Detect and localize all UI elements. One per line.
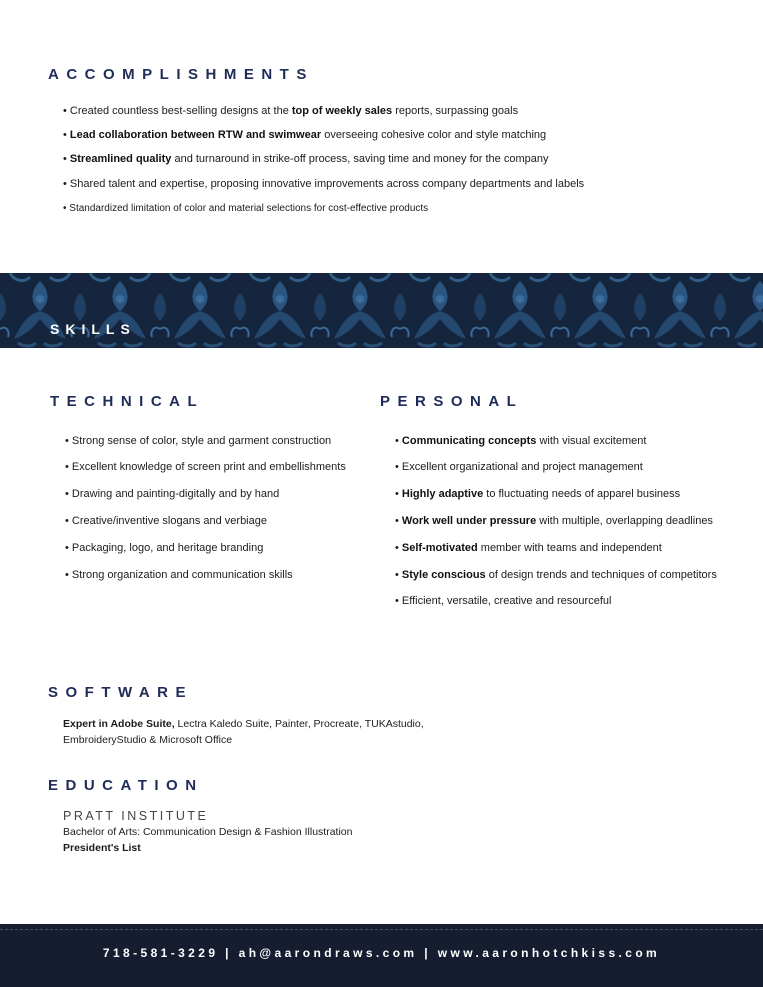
degree: Bachelor of Arts: Communication Design & Fashion Illustration — [63, 826, 353, 838]
list-item: • Created countless best-selling designs at the top of weekly sales reports, surpassing goals — [63, 105, 519, 117]
list-item: • Standardized limitation of color and material selections for cost-effective products — [63, 203, 429, 214]
education-heading: EDUCATION — [48, 777, 204, 794]
technical-heading: TECHNICAL — [50, 393, 205, 410]
accomplishments-heading: ACCOMPLISHMENTS — [48, 66, 314, 83]
footer-divider — [0, 929, 763, 930]
personal-heading: PERSONAL — [380, 393, 524, 410]
list-item: • Creative/inventive slogans and verbiage — [65, 515, 267, 527]
list-item: • Excellent knowledge of screen print and embellishments — [65, 461, 346, 473]
list-item: • Style conscious of design trends and techniques of competitors — [395, 569, 717, 581]
skills-heading: SKILLS — [50, 321, 136, 337]
list-item: • Self-motivated member with teams and independent — [395, 542, 662, 554]
list-item: • Communicating concepts with visual excitement — [395, 435, 647, 447]
list-item: • Efficient, versatile, creative and resourceful — [395, 595, 612, 607]
software-line-1: Expert in Adobe Suite, Lectra Kaledo Suite, Painter, Procreate, TUKAstudio, — [63, 718, 424, 730]
list-item: • Strong sense of color, style and garment construction — [65, 435, 332, 447]
software-text — [63, 716, 424, 748]
software-heading: SOFTWARE — [48, 684, 193, 701]
contact-footer — [0, 924, 763, 987]
school-name: PRATT INSTITUTE — [63, 809, 209, 823]
list-item: • Packaging, logo, and heritage branding — [65, 542, 264, 554]
list-item: • Streamlined quality and turnaround in strike-off process, saving time and money for the company — [63, 153, 549, 165]
contact-info: 718-581-3229 | ah@aarondraws.com | www.aaronhotchkiss.com — [102, 946, 661, 960]
list-item: • Shared talent and expertise, proposing innovative improvements across company departments and labels — [63, 178, 585, 190]
list-item: • Drawing and painting-digitally and by hand — [65, 488, 280, 500]
list-item: • Highly adaptive to fluctuating needs of apparel business — [395, 488, 681, 500]
software-line-2: EmbroideryStudio & Microsoft Office — [63, 734, 233, 746]
list-item: • Work well under pressure with multiple, overlapping deadlines — [395, 515, 713, 527]
list-item: • Lead collaboration between RTW and swimwear overseeing cohesive color and style matching — [63, 129, 547, 141]
list-item: • Strong organization and communication skills — [65, 569, 293, 581]
list-item: • Excellent organizational and project management — [395, 461, 643, 473]
honor: President's List — [63, 842, 141, 854]
